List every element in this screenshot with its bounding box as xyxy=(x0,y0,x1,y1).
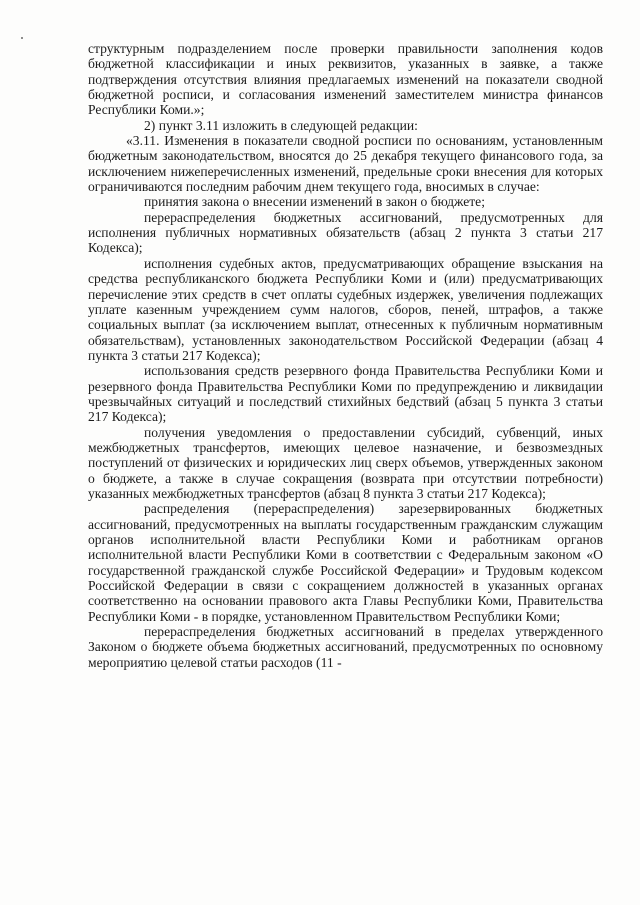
paragraph-case-transfers: получения уведомления о предоставлении субсидий, субвенций, иных межбюджетных трансфертов, имеющих целевое назначение, и безвозмездных поступлений от физических и юридических лиц сверх объемов, утвержденных законом о бюджете, а также в случае сокращения (возврата при отсутствии потребности) указанных межбюджетных трансфертов (абзац 8 пункта 3 статьи 217 Кодекса); xyxy=(88,424,603,501)
paragraph-case-law-adoption: принятия закона о внесении изменений в закон о бюджете; xyxy=(144,194,485,210)
paragraph-case-reserved-allocations: распределения (перераспределения) зарезервированных бюджетных ассигнований, предусмотренных на выплаты государственным гражданским служащим органов исполнительной власти Республики Коми и работникам органов исполнительной власти Республики Коми в соответствии с Федеральным законом «О государственной гражданской службе Российской Федерации» и Трудовым кодексом Российской Федерации в связи с сокращением должностей в указанных органах соответственно на основании правового акта Главы Республики Коми, Правительства Республики Коми - в порядке, установленном Правительством Республики Коми; xyxy=(88,501,603,624)
scan-speck xyxy=(21,37,23,39)
paragraph-item-2: 2) пункт 3.11 изложить в следующей редакции: xyxy=(144,117,418,133)
paragraph-clause-3-11: «3.11. Изменения в показатели сводной росписи по основаниям, установленным бюджетным законодательством, вносятся до 25 декабря текущего финансового года, за исключением нижеперечисленных изменений, предельные сроки внесения для которых ограничиваются последним рабочим днем текущего года, вносимых в случае: xyxy=(88,133,603,195)
paragraph-case-court-acts: исполнения судебных актов, предусматривающих обращение взыскания на средства республиканского бюджета Республики Коми и (или) предусматривающих перечисление этих средств в счет оплаты судебных издержек, увеличения подлежащих уплате казенным учреждением сумм налогов, сборов, пеней, штрафов, а также социальных выплат (за исключением выплат, отнесенных к публичным нормативным обязательствам), установленных законодательством Российской Федерации (абзац 4 пункта 3 статьи 217 Кодекса); xyxy=(88,255,603,363)
paragraph-case-reserve-fund: использования средств резервного фонда Правительства Республики Коми и резервного фонда Правительства Республики Коми по предупреждению и ликвидации чрезвычайных ситуаций и последствий стихийных бедствий (абзац 5 пункта 3 статьи 217 Кодекса); xyxy=(88,363,603,425)
document-body xyxy=(88,41,603,670)
paragraph-continuation: структурным подразделением после проверки правильности заполнения кодов бюджетной классификации и иных реквизитов, указанных в заявке, а также подтверждения отсутствия влияния предлагаемых изменений на показатели сводной бюджетной росписи, и согласования изменений заместителем министра финансов Республики Коми.»; xyxy=(88,41,603,118)
paragraph-case-redistribution: перераспределения бюджетных ассигнований в пределах утвержденного Законом о бюджете объема бюджетных ассигнований, предусмотренных по основному мероприятию целевой статьи расходов (11 - xyxy=(88,624,603,670)
paragraph-case-public-obligations: перераспределения бюджетных ассигнований, предусмотренных для исполнения публичных нормативных обязательств (абзац 2 пункта 3 статьи 217 Кодекса); xyxy=(88,209,603,256)
